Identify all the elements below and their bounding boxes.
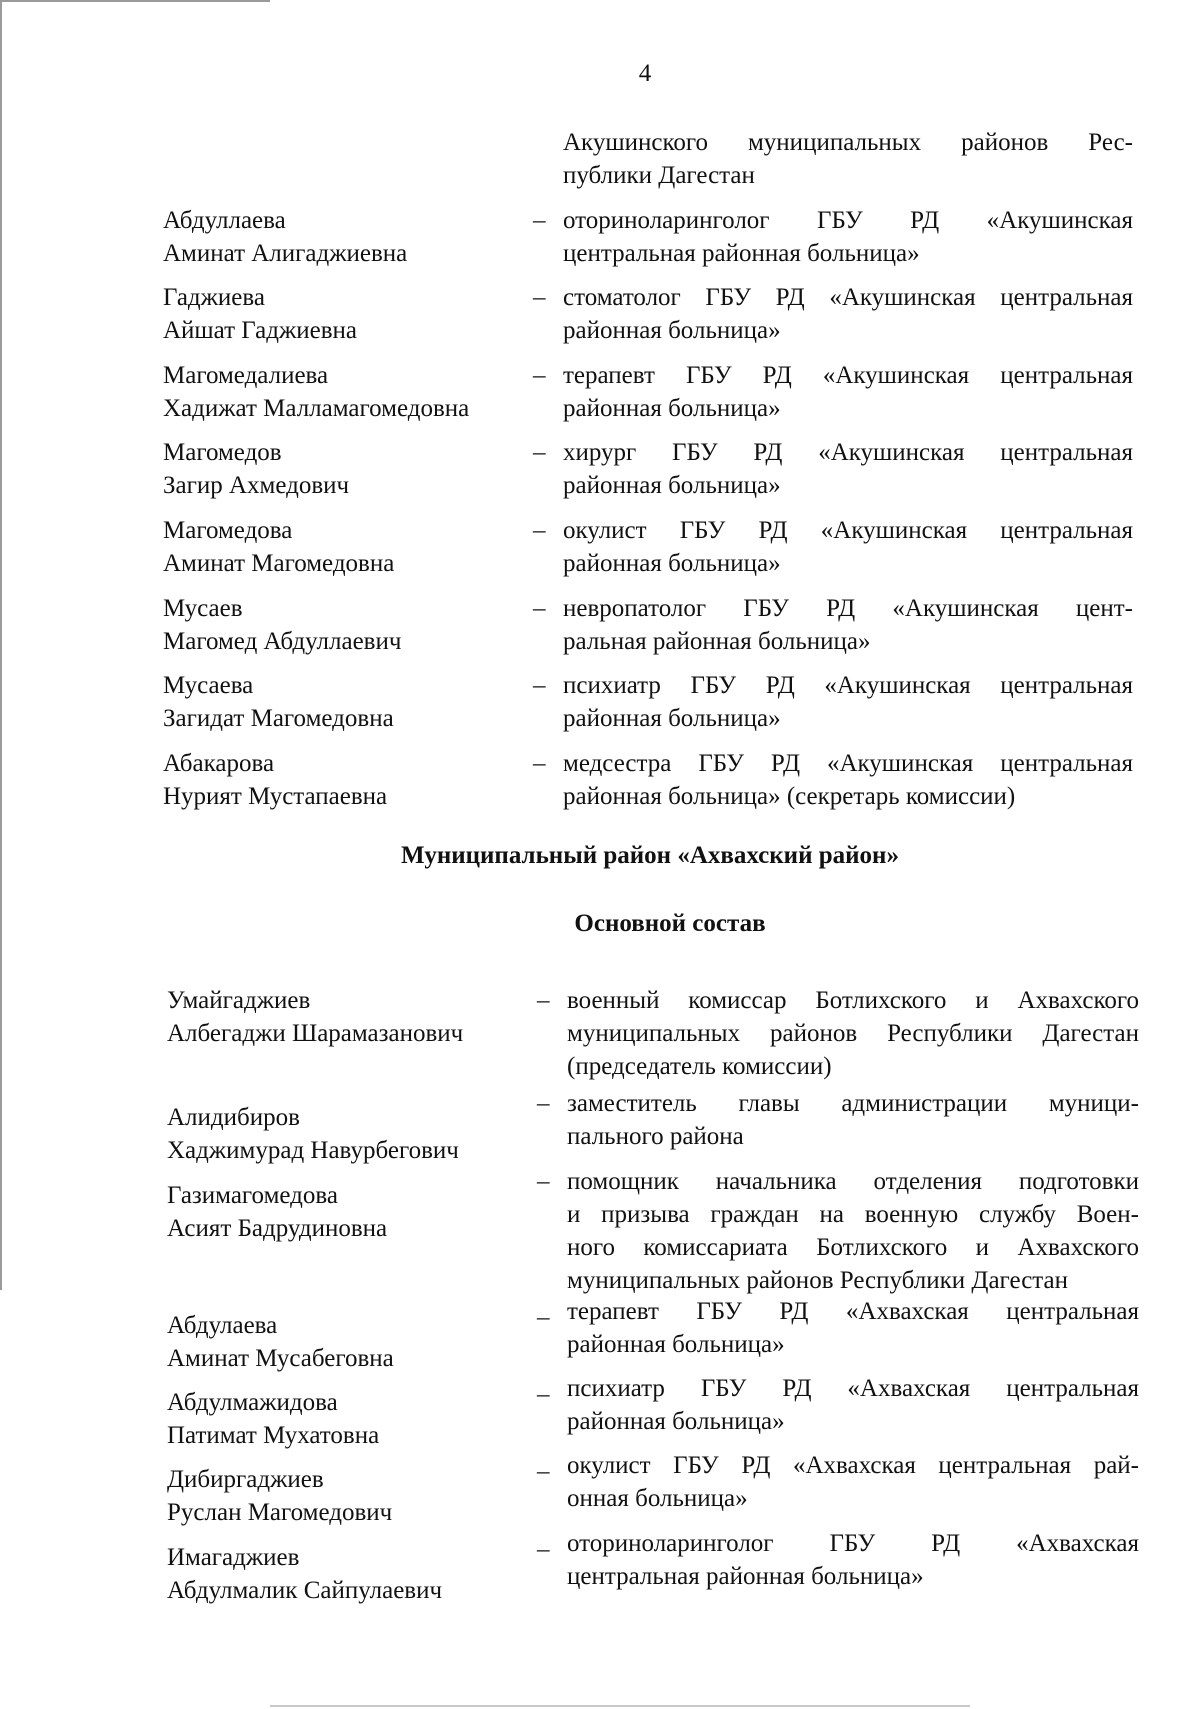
dash: – — [537, 1304, 550, 1331]
position-line: онная больница» — [567, 1485, 748, 1512]
member-surname: Абакарова — [163, 750, 275, 777]
member-given-names: Загидат Магомедовна — [163, 705, 394, 732]
dash: – — [533, 439, 546, 466]
member-given-names: Аминат Магомедовна — [163, 550, 395, 577]
page-number: 4 — [638, 60, 652, 87]
scan-edge-bottom — [270, 1705, 970, 1707]
position-line: заместитель главы администрации муници- — [567, 1090, 1139, 1117]
position-line: центральная районная больница» — [567, 1563, 924, 1590]
member-given-names: Руслан Магомедович — [167, 1499, 393, 1526]
member-position — [567, 1295, 1139, 1361]
position-line: (председатель комиссии) — [567, 1053, 832, 1080]
member-name — [163, 669, 523, 735]
dash: – — [533, 517, 546, 544]
member-name — [163, 592, 523, 658]
member-surname: Абдуллаева — [163, 207, 286, 234]
member-given-names: Нурият Мустапаевна — [163, 783, 388, 810]
dash: – — [533, 362, 546, 389]
continuation-line: Акушинского муниципальных районов Рес- — [563, 129, 1133, 156]
member-surname: Умайгаджиев — [167, 987, 311, 1014]
dash: – — [537, 1458, 550, 1485]
position-line: стоматолог ГБУ РД «Акушинская центральная — [563, 284, 1133, 311]
position-line: невропатолог ГБУ РД «Акушинская цент- — [563, 595, 1133, 622]
member-given-names: Загир Ахмедович — [163, 472, 350, 499]
position-line: оториноларинголог ГБУ РД «Акушинская — [563, 207, 1133, 234]
member-given-names: Магомед Абдуллаевич — [163, 628, 402, 655]
member-given-names: Аминат Алигаджиевна — [163, 240, 408, 267]
member-position — [563, 281, 1133, 347]
member-surname: Магомедалиева — [163, 362, 329, 389]
member-given-names: Патимат Мухатовна — [167, 1422, 380, 1449]
member-name — [167, 1179, 527, 1245]
district-heading: Муниципальный район «Ахвахский район» — [401, 842, 899, 869]
member-name — [163, 204, 523, 270]
member-surname: Имагаджиев — [167, 1544, 300, 1571]
dash: – — [537, 987, 550, 1014]
member-name — [167, 1463, 527, 1529]
position-line: окулист ГБУ РД «Акушинская центральная — [563, 517, 1133, 544]
position-line: ральная районная больница» — [563, 628, 871, 655]
dash: – — [533, 284, 546, 311]
member-surname: Газимагомедова — [167, 1182, 338, 1209]
member-position — [563, 669, 1133, 735]
position-line: районная больница» (секретарь комиссии) — [563, 783, 1016, 810]
position-line: оториноларинголог ГБУ РД «Ахвахская — [567, 1530, 1139, 1557]
member-given-names: Аминат Мусабеговна — [167, 1345, 394, 1372]
member-surname: Магомедов — [163, 439, 282, 466]
member-name — [163, 747, 523, 813]
member-position — [563, 204, 1133, 270]
member-given-names: Айшат Гаджиевна — [163, 317, 357, 344]
dash: – — [533, 672, 546, 699]
member-position — [567, 1165, 1139, 1297]
position-line: хирург ГБУ РД «Акушинская центральная — [563, 439, 1133, 466]
position-line: окулист ГБУ РД «Ахвахская центральная рай- — [567, 1452, 1139, 1479]
member-position — [563, 514, 1133, 580]
scan-edge-left — [0, 0, 2, 1290]
member-given-names: Асият Бадрудиновна — [167, 1215, 388, 1242]
member-given-names: Албегаджи Шарамазанович — [167, 1020, 464, 1047]
position-line: психиатр ГБУ РД «Ахвахская центральная — [567, 1375, 1139, 1402]
member-given-names: Абдулмалик Сайпулаевич — [167, 1577, 443, 1604]
dash: – — [537, 1168, 550, 1195]
member-name — [167, 984, 527, 1050]
member-position — [567, 1372, 1139, 1438]
dash: – — [533, 207, 546, 234]
member-surname: Абдулмажидова — [167, 1389, 338, 1416]
member-position — [563, 592, 1133, 658]
position-line: пального района — [567, 1123, 744, 1150]
continuation-line: публики Дагестан — [563, 162, 755, 189]
member-position — [567, 1449, 1139, 1515]
position-line: ного комиссариата Ботлихского и Ахвахского — [567, 1234, 1139, 1261]
position-line: центральная районная больница» — [563, 240, 920, 267]
position-line: районная больница» — [567, 1408, 785, 1435]
member-surname: Абдулаева — [167, 1312, 278, 1339]
member-position — [567, 1087, 1139, 1153]
position-line: помощник начальника отделения подготовки — [567, 1168, 1139, 1195]
position-line: районная больница» — [563, 705, 781, 732]
position-line: военный комиссар Ботлихского и Ахвахского — [567, 987, 1139, 1014]
scan-edge-top — [0, 0, 270, 2]
dash: – — [537, 1536, 550, 1563]
member-surname: Алидибиров — [167, 1104, 300, 1131]
composition-heading: Основной состав — [574, 910, 766, 937]
member-position — [563, 747, 1133, 813]
member-surname: Мусаева — [163, 672, 254, 699]
position-line: районная больница» — [563, 395, 781, 422]
member-position — [563, 436, 1133, 502]
member-name — [163, 281, 523, 347]
position-line: и призыва граждан на военную службу Воен- — [567, 1201, 1139, 1228]
position-line: муниципальных районов Республики Дагестан — [567, 1020, 1139, 1047]
dash: – — [533, 595, 546, 622]
member-name — [163, 436, 523, 502]
position-line: психиатр ГБУ РД «Акушинская центральная — [563, 672, 1133, 699]
dash: – — [533, 750, 546, 777]
position-line: районная больница» — [563, 472, 781, 499]
member-surname: Дибиргаджиев — [167, 1466, 324, 1493]
member-surname: Гаджиева — [163, 284, 265, 311]
position-line: терапевт ГБУ РД «Акушинская центральная — [563, 362, 1133, 389]
dash: – — [537, 1381, 550, 1408]
position-line: терапевт ГБУ РД «Ахвахская центральная — [567, 1298, 1139, 1325]
member-position — [567, 1527, 1139, 1593]
member-position — [567, 984, 1139, 1083]
member-name — [167, 1386, 527, 1452]
member-name — [163, 359, 523, 425]
dash: – — [537, 1090, 550, 1117]
position-line: районная больница» — [563, 550, 781, 577]
position-line: медсестра ГБУ РД «Акушинская центральная — [563, 750, 1133, 777]
member-given-names: Хаджимурад Навурбегович — [167, 1137, 459, 1164]
member-name — [167, 1101, 527, 1167]
position-line: муниципальных районов Республики Дагестан — [567, 1267, 1069, 1294]
member-position — [563, 359, 1133, 425]
member-given-names: Хадижат Малламагомедовна — [163, 395, 470, 422]
member-surname: Магомедова — [163, 517, 293, 544]
member-surname: Мусаев — [163, 595, 243, 622]
position-line: районная больница» — [567, 1331, 785, 1358]
member-name — [163, 514, 523, 580]
position-line: районная больница» — [563, 317, 781, 344]
member-name — [167, 1541, 527, 1607]
member-name — [167, 1309, 527, 1375]
